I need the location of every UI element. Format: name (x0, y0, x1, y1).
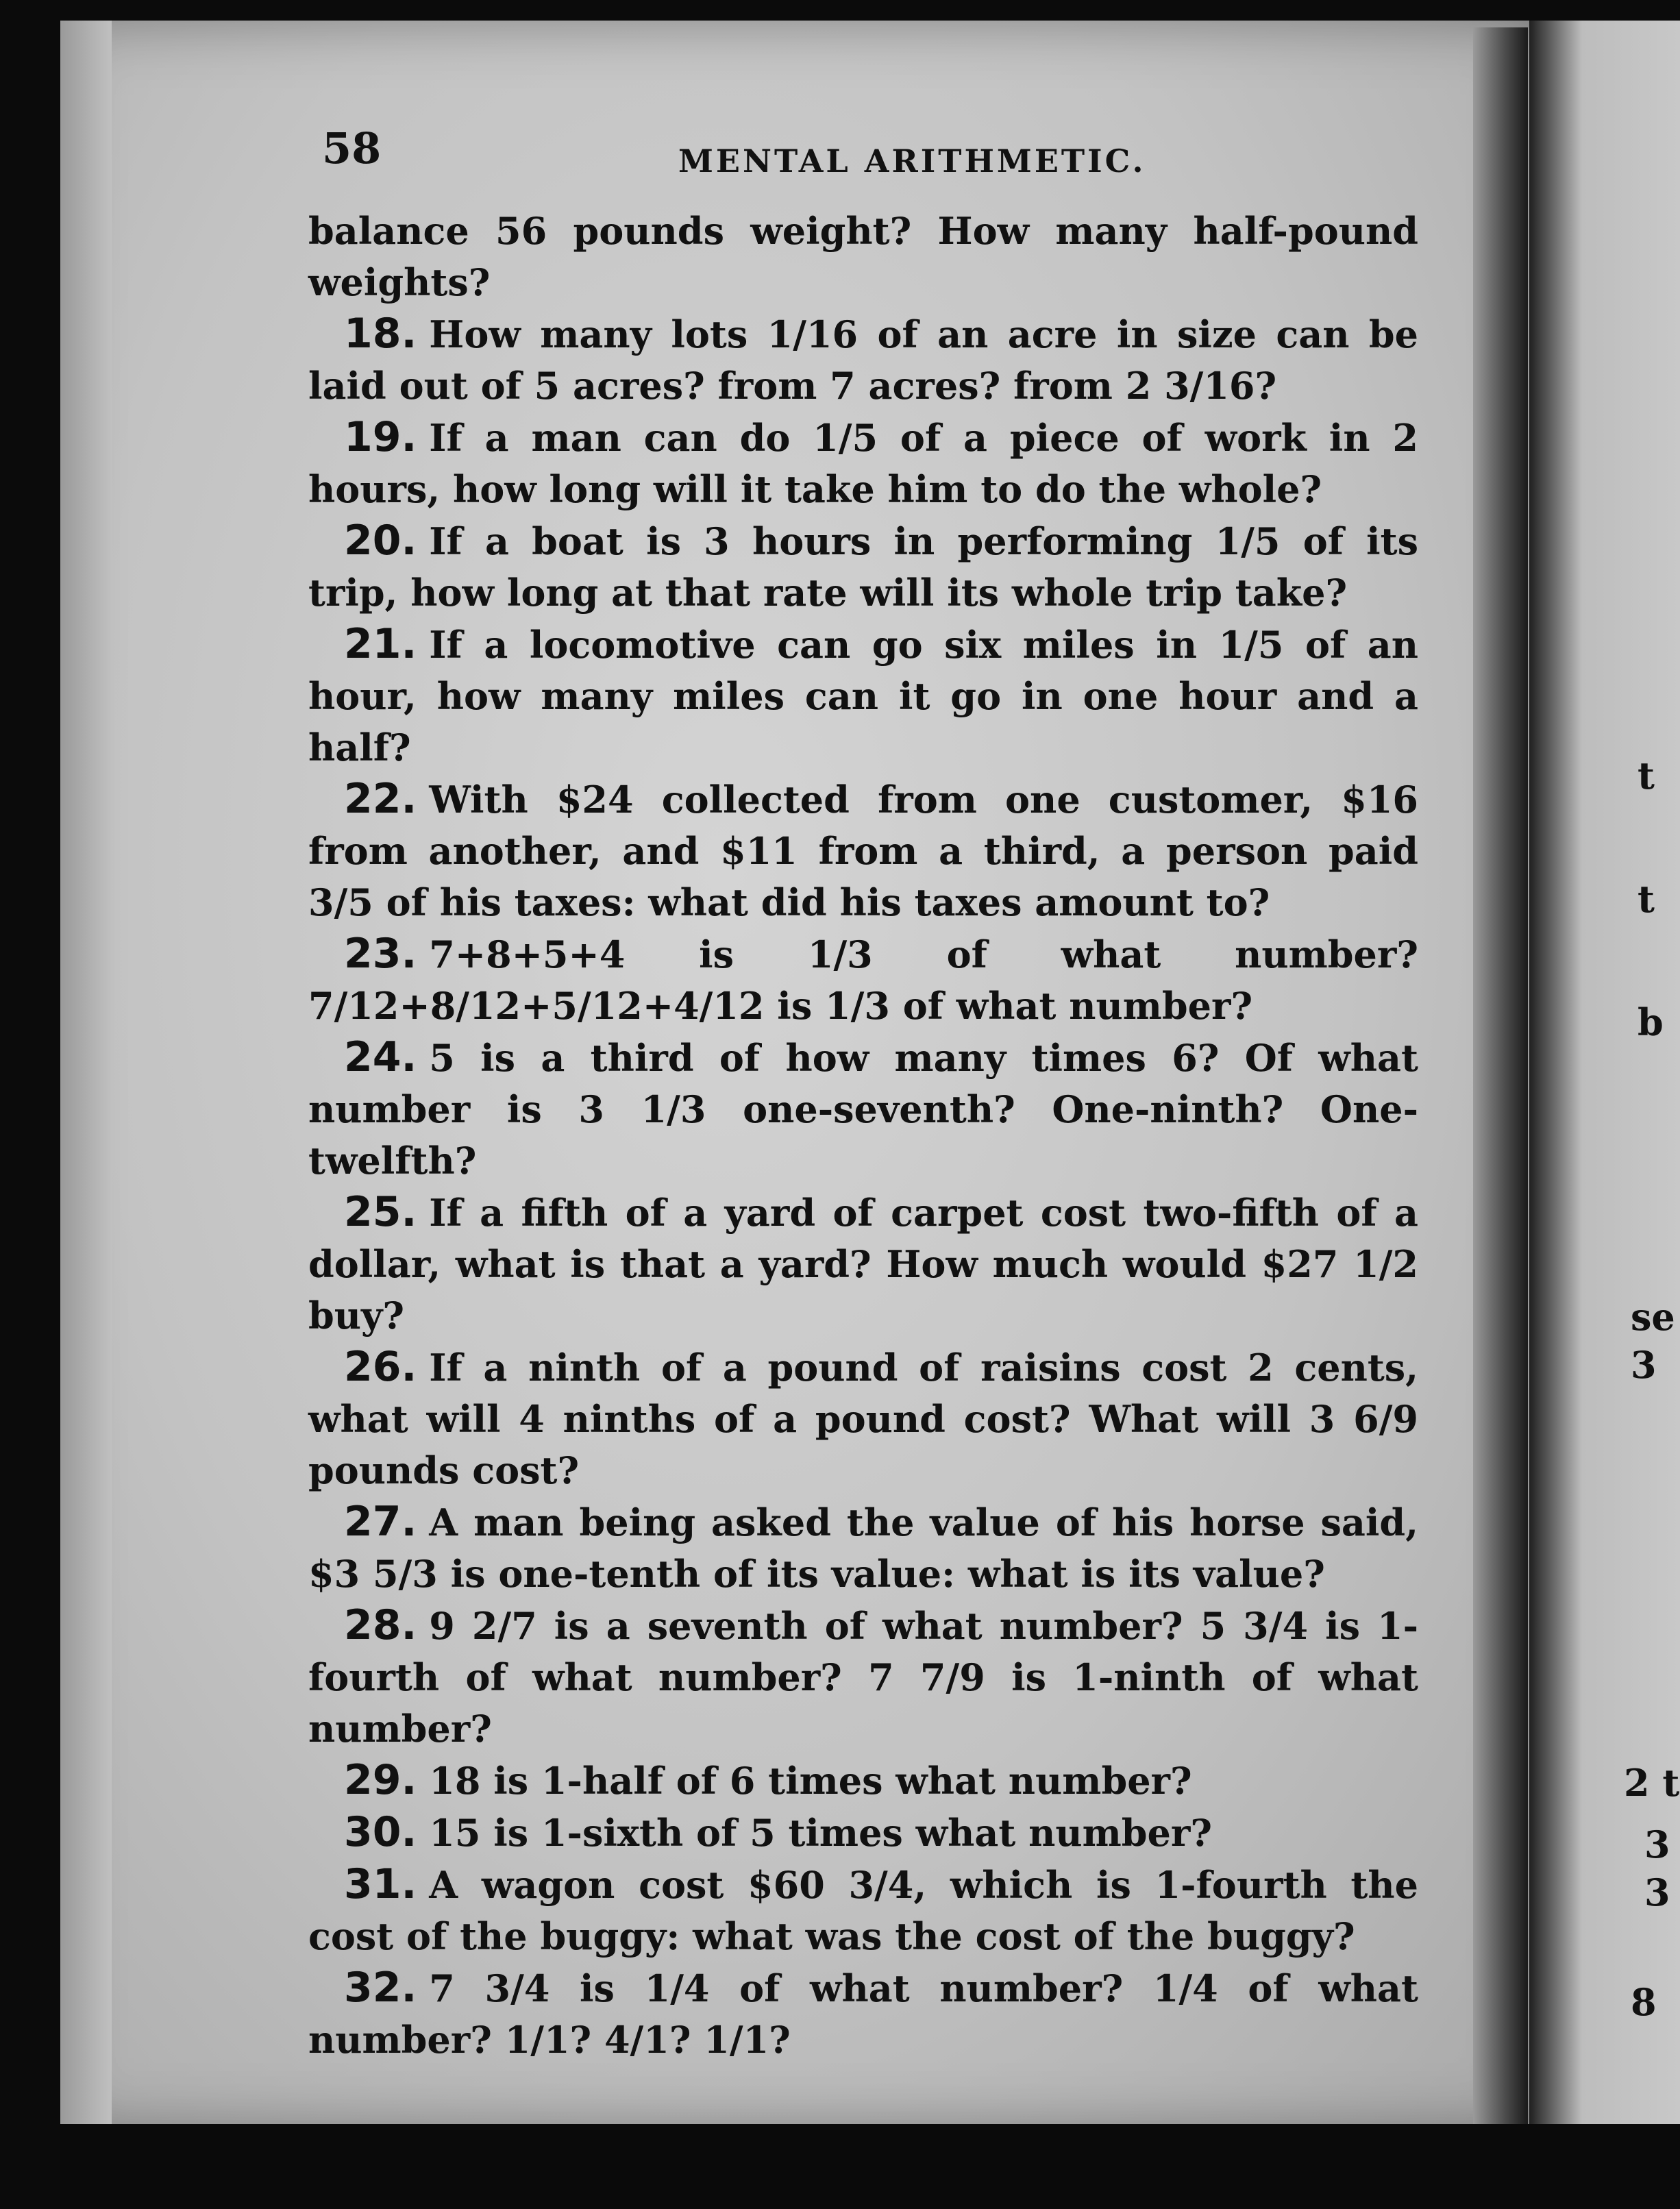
facing-fragment: 3 (1631, 1343, 1657, 1387)
problem-number: 18. (344, 310, 417, 358)
problem-20 (308, 515, 1418, 619)
problem-text: 9 2/7 is a seventh of what number? 5 3/4 is 1-fourth of what number? 7 7/9 is 1-ninth of what number? (308, 1604, 1418, 1751)
problem-text: If a locomotive can go six miles in 1/5 of an hour, how many miles can it go in one hour and a half? (308, 623, 1418, 769)
facing-fragment: 3 (1644, 1823, 1670, 1866)
problem-23 (308, 928, 1418, 1032)
page-body (308, 206, 1418, 2066)
problem-26 (308, 1342, 1418, 1496)
book-gutter (1473, 27, 1528, 2124)
problem-25 (308, 1187, 1418, 1342)
problem-text: If a fifth of a yard of carpet cost two-fifth of a dollar, what is that a yard? How much would $27 1/2 buy? (308, 1191, 1418, 1337)
problem-text: A man being asked the value of his horse said, $3 5/3 is one-tenth of its value: what is its value? (308, 1501, 1418, 1596)
facing-fragment: t (1638, 754, 1655, 798)
problem-number: 24. (344, 1033, 417, 1081)
problem-text: 7+8+5+4 is 1/3 of what number? 7/12+8/12+5/12+4/12 is 1/3 of what number? (308, 933, 1418, 1028)
problem-number: 26. (344, 1343, 417, 1391)
problem-text: How many lots 1/16 of an acre in size can be laid out of 5 acres? from 7 acres? from 2 3/16? (308, 312, 1418, 408)
problem-27 (308, 1496, 1418, 1600)
problem-number: 30. (344, 1808, 417, 1856)
page-edge-shadow (60, 21, 112, 2131)
problem-text: 18 is 1-half of 6 times what number? (429, 1759, 1192, 1803)
problem-text: If a boat is 3 hours in performing 1/5 of its trip, how long at that rate will its whole trip take? (308, 519, 1418, 615)
problem-number: 32. (344, 1964, 417, 2012)
problem-number: 20. (344, 517, 417, 565)
problem-number: 31. (344, 1860, 417, 1908)
problem-22 (308, 774, 1418, 928)
problem-28 (308, 1600, 1418, 1755)
page-number: 58 (322, 123, 382, 173)
page-header (322, 123, 1405, 199)
facing-page-edge (1529, 21, 1680, 2131)
problem-number: 19. (344, 413, 417, 461)
problem-text: If a man can do 1/5 of a piece of work in 2 hours, how long will it take him to do the whole? (308, 416, 1418, 511)
problem-19 (308, 412, 1418, 515)
problem-30 (308, 1807, 1418, 1859)
problem-number: 25. (344, 1188, 417, 1236)
problem-18 (308, 308, 1418, 412)
lead-paragraph: balance 56 pounds weight? How many half-pound weights? (308, 209, 1418, 304)
facing-fragment: 2 t (1624, 1761, 1680, 1805)
problem-number: 21. (344, 620, 417, 668)
problem-31 (308, 1859, 1418, 1962)
problem-number: 29. (344, 1756, 417, 1804)
bottom-shadow (60, 2124, 1680, 2209)
problem-text: 5 is a third of how many times 6? Of what number is 3 1/3 one-seventh? One-ninth? One-twelfth? (308, 1036, 1418, 1183)
facing-fragment: se (1631, 1295, 1675, 1339)
problem-29 (308, 1755, 1418, 1807)
problem-21 (308, 619, 1418, 774)
problem-32 (308, 1962, 1418, 2066)
problem-24 (308, 1032, 1418, 1187)
problem-text: If a ninth of a pound of raisins cost 2 cents, what will 4 ninths of a pound cost? What will 3 6/9 pounds cost? (308, 1346, 1418, 1492)
problem-text: 7 3/4 is 1/4 of what number? 1/4 of what number? 1/1? 4/1? 1/1? (308, 1966, 1418, 2062)
problem-number: 28. (344, 1601, 417, 1649)
running-head: MENTAL ARITHMETIC. (678, 143, 1146, 180)
facing-fragment: b (1638, 1000, 1664, 1044)
problem-text: With $24 collected from one customer, $16 from another, and $11 from a third, a person paid 3/5 of his taxes: what did his taxes amount to? (308, 778, 1418, 924)
problem-number: 23. (344, 930, 417, 978)
facing-fragment: 8 (1631, 1980, 1657, 2024)
problem-text: A wagon cost $60 3/4, which is 1-fourth the cost of the buggy: what was the cost of the buggy? (308, 1863, 1418, 1958)
facing-fragment: t (1638, 877, 1655, 921)
facing-fragment: 3 (1644, 1871, 1670, 1914)
problem-number: 27. (344, 1498, 417, 1546)
problem-number: 22. (344, 775, 417, 823)
problem-text: 15 is 1-sixth of 5 times what number? (429, 1811, 1212, 1855)
